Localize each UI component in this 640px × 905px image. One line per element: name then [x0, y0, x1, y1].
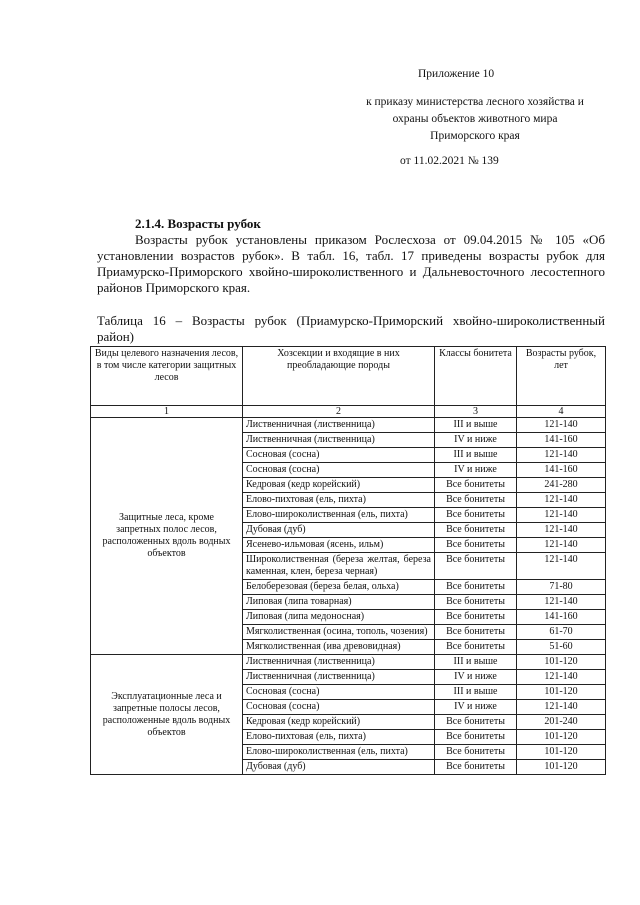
species-cell: Белоберезовая (береза белая, ольха) — [243, 580, 435, 595]
age-cell: 201-240 — [517, 715, 606, 730]
bonitet-cell: Все бонитеты — [435, 580, 517, 595]
age-cell: 121-140 — [517, 670, 606, 685]
age-cell: 51-60 — [517, 640, 606, 655]
cutting-ages-table — [90, 346, 606, 775]
species-cell: Липовая (липа медоносная) — [243, 610, 435, 625]
bonitet-cell: Все бонитеты — [435, 553, 517, 580]
species-cell: Мягколиственная (осина, тополь, чозения) — [243, 625, 435, 640]
species-cell: Ясеневo-ильмовая (ясень, ильм) — [243, 538, 435, 553]
age-cell: 241-280 — [517, 478, 606, 493]
age-cell: 101-120 — [517, 745, 606, 760]
section-heading: 2.1.4. Возрасты рубок — [135, 216, 261, 231]
age-cell: 121-140 — [517, 508, 606, 523]
species-cell: Липовая (липа товарная) — [243, 595, 435, 610]
species-cell: Елово-пихтовая (ель, пихта) — [243, 493, 435, 508]
bonitet-cell: Все бонитеты — [435, 538, 517, 553]
table-row — [91, 655, 606, 670]
age-cell: 121-140 — [517, 418, 606, 433]
bonitet-cell: IV и ниже — [435, 670, 517, 685]
age-cell: 121-140 — [517, 553, 606, 580]
header-bonitet: Классы бонитета — [435, 347, 517, 406]
appendix-line: к приказу министерства лесного хозяйства и — [366, 96, 584, 108]
species-cell: Елово-широколиственная (ель, пихта) — [243, 508, 435, 523]
bonitet-cell: III и выше — [435, 685, 517, 700]
species-cell: Сосновая (сосна) — [243, 685, 435, 700]
bonitet-cell: Все бонитеты — [435, 523, 517, 538]
bonitet-cell: Все бонитеты — [435, 610, 517, 625]
age-cell: 101-120 — [517, 760, 606, 775]
species-cell: Лиственничная (лиственница) — [243, 433, 435, 448]
bonitet-cell: III и выше — [435, 448, 517, 463]
section-paragraph — [97, 232, 605, 296]
species-cell: Широколиственная (береза желтая, береза каменная, клен, береза черная) — [243, 553, 435, 580]
appendix-order-reference — [340, 94, 610, 145]
column-number: 4 — [517, 406, 606, 418]
age-cell: 101-120 — [517, 655, 606, 670]
bonitet-cell: IV и ниже — [435, 463, 517, 478]
bonitet-cell: Все бонитеты — [435, 745, 517, 760]
age-cell: 121-140 — [517, 448, 606, 463]
table-row — [91, 418, 606, 433]
species-cell: Лиственничная (лиственница) — [243, 655, 435, 670]
paragraph-text: Возрасты рубок установлены приказом Рослесхоза от 09.04.2015 № 105 «Об установлении возрастов рубок». В табл. 16, табл. 17 приведены возрасты рубок для Приамурско-Приморского хвойно-широколиственного и Дальневосточного лесостепного районов Приморского края. — [97, 232, 605, 295]
bonitet-cell: Все бонитеты — [435, 625, 517, 640]
bonitet-cell: Все бонитеты — [435, 715, 517, 730]
appendix-title: Приложение 10 — [418, 68, 495, 80]
age-cell: 101-120 — [517, 685, 606, 700]
appendix-line: охраны объектов животного мира — [392, 113, 558, 125]
species-cell: Лиственничная (лиственница) — [243, 418, 435, 433]
table-header-row — [91, 347, 606, 406]
species-cell: Елово-широколиственная (ель, пихта) — [243, 745, 435, 760]
bonitet-cell: Все бонитеты — [435, 478, 517, 493]
bonitet-cell: Все бонитеты — [435, 493, 517, 508]
age-cell: 121-140 — [517, 700, 606, 715]
bonitet-cell: Все бонитеты — [435, 508, 517, 523]
species-cell: Лиственничная (лиственница) — [243, 670, 435, 685]
header-age: Возрасты рубок, лет — [517, 347, 606, 406]
bonitet-cell: Все бонитеты — [435, 730, 517, 745]
age-cell: 141-160 — [517, 610, 606, 625]
species-cell: Мягколиственная (ива древовидная) — [243, 640, 435, 655]
bonitet-cell: III и выше — [435, 418, 517, 433]
species-cell: Кедровая (кедр корейский) — [243, 478, 435, 493]
bonitet-cell: IV и ниже — [435, 433, 517, 448]
column-number: 2 — [243, 406, 435, 418]
header-purpose: Виды целевого назначения лесов, в том числе категории защитных лесов — [91, 347, 243, 406]
bonitet-cell: Все бонитеты — [435, 595, 517, 610]
table-body — [91, 418, 606, 775]
header-species: Хозсекции и входящие в них преобладающие породы — [243, 347, 435, 406]
bonitet-cell: Все бонитеты — [435, 760, 517, 775]
species-cell: Сосновая (сосна) — [243, 448, 435, 463]
appendix-line: Приморского края — [430, 130, 520, 142]
species-cell: Кедровая (кедр корейский) — [243, 715, 435, 730]
species-cell: Елово-пихтовая (ель, пихта) — [243, 730, 435, 745]
age-cell: 121-140 — [517, 523, 606, 538]
age-cell: 121-140 — [517, 538, 606, 553]
age-cell: 141-160 — [517, 463, 606, 478]
age-cell: 101-120 — [517, 730, 606, 745]
column-number-row — [91, 406, 606, 418]
column-number: 1 — [91, 406, 243, 418]
column-number: 3 — [435, 406, 517, 418]
species-cell: Дубовая (дуб) — [243, 760, 435, 775]
bonitet-cell: III и выше — [435, 655, 517, 670]
bonitet-cell: IV и ниже — [435, 700, 517, 715]
age-cell: 61-70 — [517, 625, 606, 640]
species-cell: Сосновая (сосна) — [243, 700, 435, 715]
species-cell: Дубовая (дуб) — [243, 523, 435, 538]
purpose-group-cell: Эксплуатационные леса и запретные полосы лесов, расположенные вдоль водных объектов — [91, 655, 243, 775]
species-cell: Сосновая (сосна) — [243, 463, 435, 478]
purpose-group-cell: Защитные леса, кроме запретных полос лесов, расположенных вдоль водных объектов — [91, 418, 243, 655]
age-cell: 71-80 — [517, 580, 606, 595]
age-cell: 121-140 — [517, 493, 606, 508]
appendix-date: от 11.02.2021 № 139 — [400, 155, 499, 167]
bonitet-cell: Все бонитеты — [435, 640, 517, 655]
table-caption: Таблица 16 – Возрасты рубок (Приамурско-Приморский хвойно-широколиственный район) — [97, 313, 605, 344]
age-cell: 141-160 — [517, 433, 606, 448]
age-cell: 121-140 — [517, 595, 606, 610]
